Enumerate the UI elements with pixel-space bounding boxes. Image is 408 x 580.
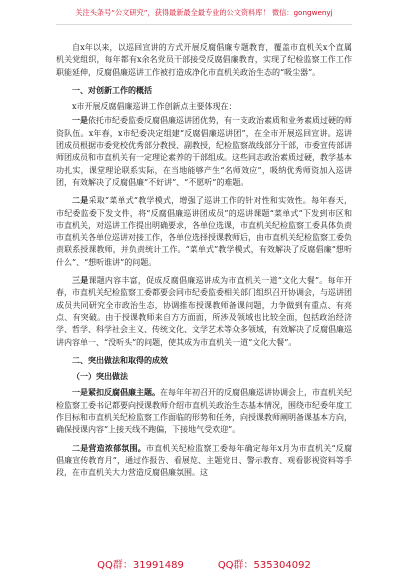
footer-qq-group-2: QQ群：535304092 (217, 560, 311, 571)
point-3-text: 课题内容丰富，促成反腐倡廉巡讲成为市直机关一道“文化大餐”。每年开春，市直机关纪检监察工委都要会同市纪委监委相关部门组织召开协调会，与巡讲团成员共同研究全市政治生态，协调推布授课教师备课问题，力争做到有重点、有亮点、有突破。由于授课教师来自方方面面，所涉及领域也比较全面，包括政治经济学、哲学、科学社会主义、传统文化、文学艺术等众多领域，有效解决了反腐倡廉巡讲内容单一、“没听头”的问题，使其成为市直机关一道“文化大餐”。 (56, 276, 352, 347)
footer-qq-group-1: QQ群：31991489 (97, 560, 184, 571)
section-heading-2: 二、突出做法和取得的成效 (72, 355, 168, 365)
point-2-text: 采取“菜单式”教学模式，增强了巡讲工作的针对性和实效性。每年春天，市纪委监委下发文件，将“反腐倡廉巡讲团成员”的巡讲课题“菜单式”下发到市区和市直机关，对巡讲工作提出明确要求，各单位选课，市直机关纪检监察工委具体负责市直机关各单位巡讲对接工作，各单位选择授课教师后，由市直机关纪检监察工委负责联系授课教师，并负责统计工作。“菜单式”教学模式，有效解决了反腐倡廉“想听什么”、“想听谁讲”的问题。 (56, 196, 352, 267)
point-3-lead: 三是 (72, 276, 89, 286)
sub-heading-1: （一）突出做法 (72, 372, 128, 382)
section-heading-1: 一、对创新工作的概括 (72, 85, 152, 95)
footer-contact (0, 556, 408, 571)
point-2-lead: 二是 (72, 196, 89, 206)
practice-2-lead: 二是营造浓郁氛围。 (72, 443, 146, 453)
paragraph-overview: x市开展反腐倡廉巡讲工作创新点主要体现在： (72, 102, 237, 112)
practice-2-text: 市直机关纪检监察工委每年确定每年x月为市直机关“反腐倡廉宣传教育月”，通过作报告、看展览、主题党日、警示教育、观看影视资料等手段，在市直机关大力营造反腐倡廉氛围。这 (56, 443, 353, 478)
practice-1-lead: 一是紧扣反腐倡廉主题。 (72, 388, 160, 398)
header-banner (0, 0, 408, 26)
paragraph-point-2 (56, 195, 352, 269)
paragraph-point-1 (56, 115, 352, 189)
point-1-lead: 一是 (72, 116, 88, 126)
paragraph-point-3 (56, 275, 352, 349)
paragraph-practice-2 (56, 443, 352, 480)
header-divider (56, 24, 352, 25)
header-banner-text: 关注头条号“公文研究”，获得最新最全最专业的公文资料库！ 微信：gongwenyj (75, 8, 333, 17)
practice-1-text: 在每年年初召开的反腐倡廉巡讲协调会上，市直机关纪检监察工委书记都要向授课教师介绍市直机关政治生态基本情况，围绕市纪委年度工作目标和市直机关纪检监察工作面临的形势和任务，向授课教师阐明备课基本方向，确保授课内容“上接天线不跑偏，下接地气受欢迎”。 (56, 388, 352, 435)
paragraph-intro: 自x年以来，以巡回宣讲的方式开展反腐倡廉专题教育，覆盖市直机关x个直属机关党组织，每年都有x余名党员干部接受反腐倡廉教育，实现了纪检监察工作工作职能延伸，反腐倡廉巡讲工作被打造成净化市直机关政治生态的“吸尘器”。 (56, 43, 352, 77)
paragraph-practice-1 (56, 387, 352, 436)
document-body (56, 42, 352, 486)
point-1-text: 依托市纪委监委反腐倡廉巡讲团优势，有一支政治素质和业务素质过硬的师资队伍。x年春，x市纪委决定组建“反腐倡廉巡讲团”，在全市开展巡回宣讲。巡讲团成员根据市委党校优秀部分教授、副教授，纪检监察战线部分干部，市委宣传部讲师团成员和市直机关有一定理论素养的干部组成。这些同志政治素质过硬，教学基本功扎实，课堂理论联系实际，在当地能够产生“名师效应”，吸纳优秀师资加入巡讲团，有效解决了反腐倡廉“不好讲”、“不愿听”的难题。 (56, 116, 352, 187)
